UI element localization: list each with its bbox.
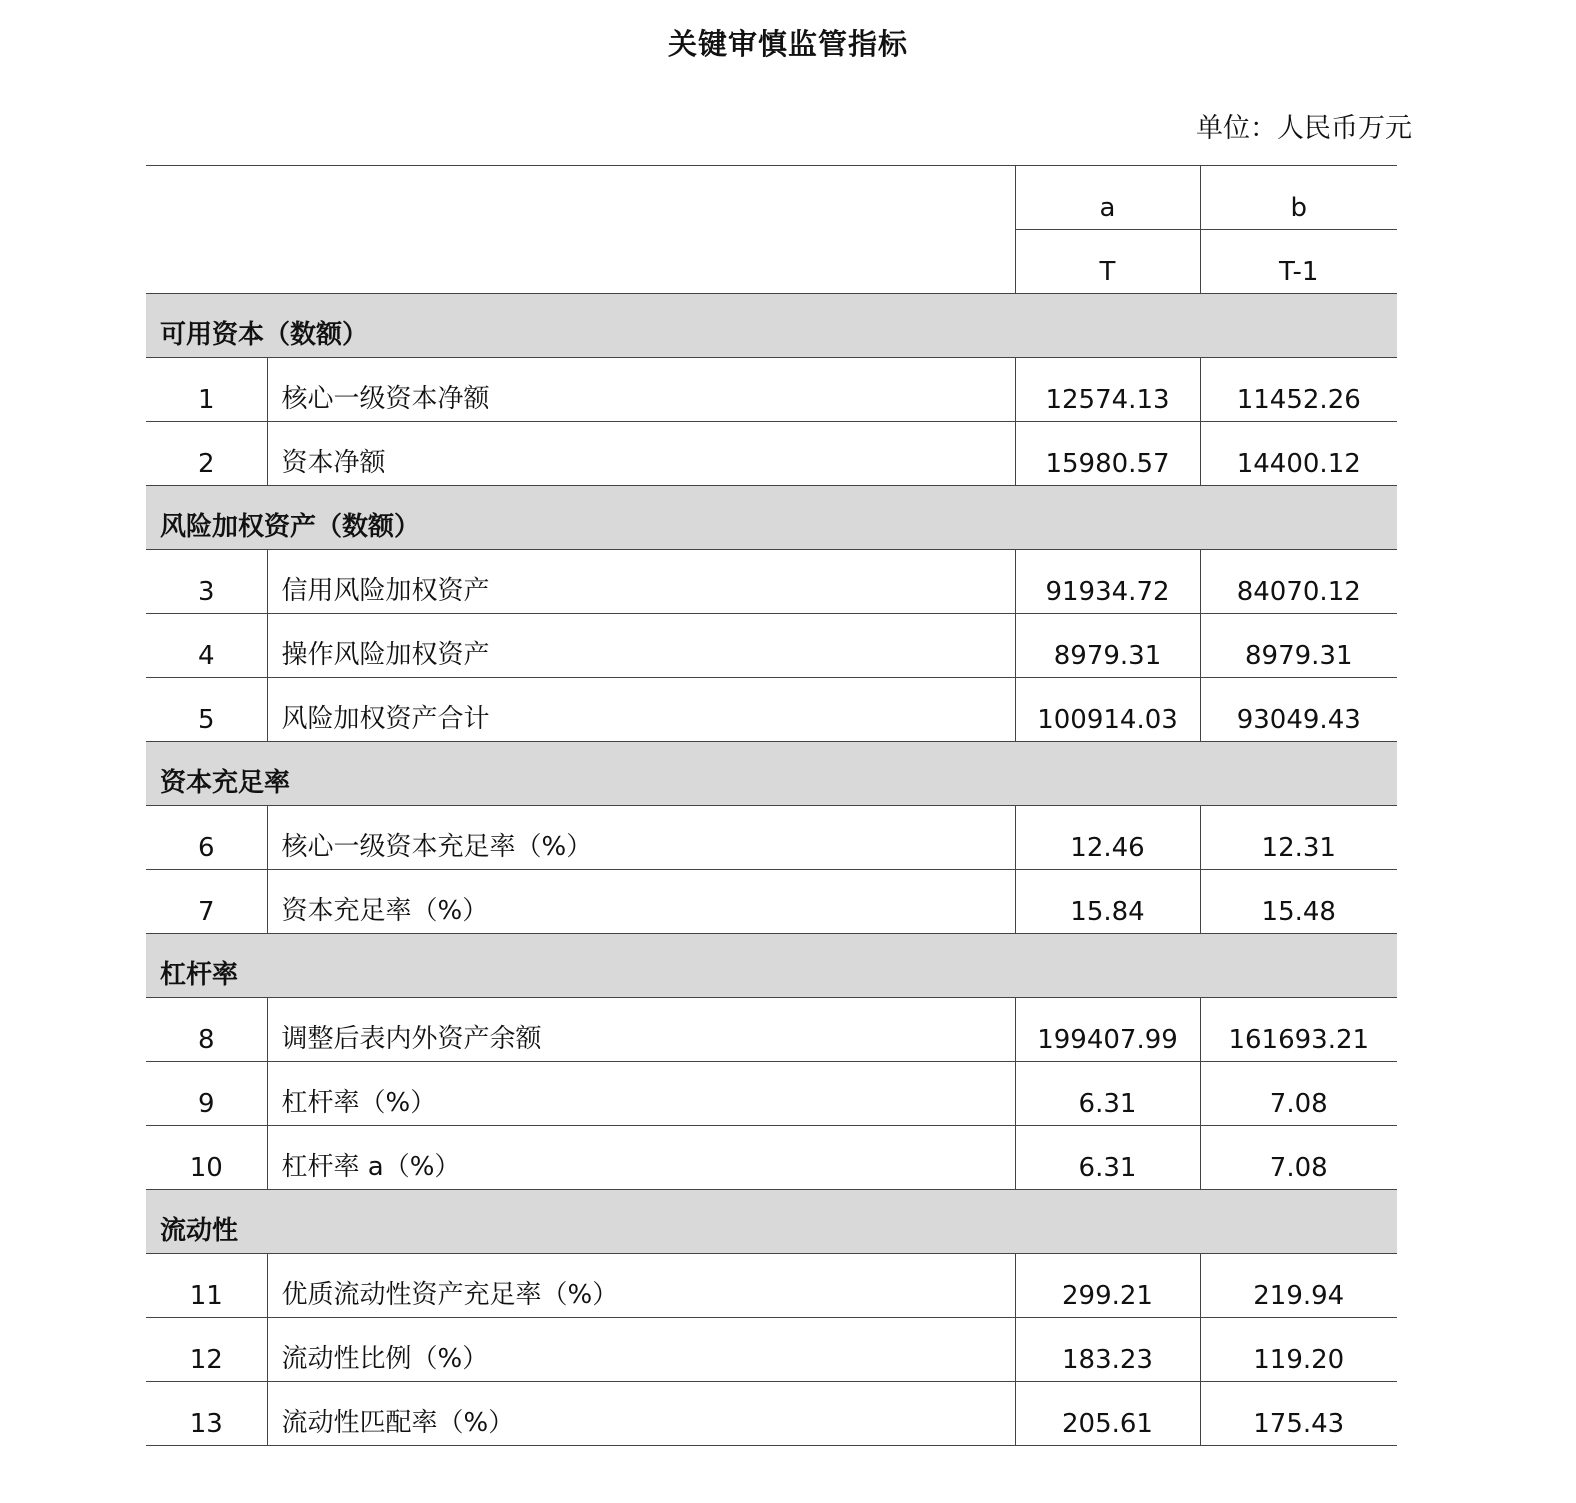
- value-t-minus-1: 84070.12: [1200, 550, 1397, 614]
- section-row: [146, 934, 1397, 998]
- row-number: 8: [146, 998, 267, 1062]
- row-number: 7: [146, 870, 267, 934]
- row-label: 信用风险加权资产: [267, 550, 1015, 614]
- table-row: [146, 358, 1397, 422]
- header-row-letters: [146, 166, 1397, 230]
- row-number: 1: [146, 358, 267, 422]
- section-title: 可用资本（数额）: [146, 294, 1397, 358]
- table-row: [146, 1382, 1397, 1446]
- value-t: 6.31: [1015, 1062, 1200, 1126]
- section-title: 流动性: [146, 1190, 1397, 1254]
- value-t-minus-1: 161693.21: [1200, 998, 1397, 1062]
- value-t: 12574.13: [1015, 358, 1200, 422]
- column-b-period: T-1: [1200, 230, 1397, 294]
- header-blank-cell: [146, 166, 1015, 294]
- table-row: [146, 614, 1397, 678]
- value-t-minus-1: 219.94: [1200, 1254, 1397, 1318]
- table-row: [146, 422, 1397, 486]
- value-t: 6.31: [1015, 1126, 1200, 1190]
- value-t: 183.23: [1015, 1318, 1200, 1382]
- value-t-minus-1: 8979.31: [1200, 614, 1397, 678]
- value-t: 199407.99: [1015, 998, 1200, 1062]
- row-number: 9: [146, 1062, 267, 1126]
- value-t-minus-1: 7.08: [1200, 1126, 1397, 1190]
- table-row: [146, 870, 1397, 934]
- value-t: 15.84: [1015, 870, 1200, 934]
- row-label: 流动性匹配率（%）: [267, 1382, 1015, 1446]
- column-a-letter: a: [1015, 166, 1200, 230]
- row-number: 11: [146, 1254, 267, 1318]
- row-label: 风险加权资产合计: [267, 678, 1015, 742]
- section-row: [146, 742, 1397, 806]
- table-row: [146, 1126, 1397, 1190]
- section-row: [146, 1190, 1397, 1254]
- unit-label: 单位：人民币万元: [1196, 113, 1412, 144]
- page-title: 关键审慎监管指标: [667, 27, 908, 61]
- value-t-minus-1: 11452.26: [1200, 358, 1397, 422]
- row-number: 3: [146, 550, 267, 614]
- row-label: 资本充足率（%）: [267, 870, 1015, 934]
- value-t: 91934.72: [1015, 550, 1200, 614]
- value-t-minus-1: 93049.43: [1200, 678, 1397, 742]
- value-t-minus-1: 15.48: [1200, 870, 1397, 934]
- value-t-minus-1: 175.43: [1200, 1382, 1397, 1446]
- row-label: 核心一级资本充足率（%）: [267, 806, 1015, 870]
- row-number: 6: [146, 806, 267, 870]
- row-label: 杠杆率 a（%）: [267, 1126, 1015, 1190]
- section-row: [146, 486, 1397, 550]
- section-title: 杠杆率: [146, 934, 1397, 998]
- value-t: 12.46: [1015, 806, 1200, 870]
- row-number: 12: [146, 1318, 267, 1382]
- table-row: [146, 806, 1397, 870]
- row-number: 4: [146, 614, 267, 678]
- row-number: 5: [146, 678, 267, 742]
- section-title: 资本充足率: [146, 742, 1397, 806]
- table-row: [146, 678, 1397, 742]
- value-t: 15980.57: [1015, 422, 1200, 486]
- column-b-letter: b: [1200, 166, 1397, 230]
- section-row: [146, 294, 1397, 358]
- row-label: 调整后表内外资产余额: [267, 998, 1015, 1062]
- row-label: 杠杆率（%）: [267, 1062, 1015, 1126]
- value-t: 205.61: [1015, 1382, 1200, 1446]
- table-row: [146, 1254, 1397, 1318]
- row-number: 10: [146, 1126, 267, 1190]
- row-label: 流动性比例（%）: [267, 1318, 1015, 1382]
- row-label: 优质流动性资产充足率（%）: [267, 1254, 1015, 1318]
- prudential-metrics-table: [146, 165, 1397, 1446]
- table-row: [146, 1062, 1397, 1126]
- value-t-minus-1: 119.20: [1200, 1318, 1397, 1382]
- row-number: 13: [146, 1382, 267, 1446]
- row-label: 资本净额: [267, 422, 1015, 486]
- table-row: [146, 550, 1397, 614]
- row-label: 操作风险加权资产: [267, 614, 1015, 678]
- row-number: 2: [146, 422, 267, 486]
- value-t: 100914.03: [1015, 678, 1200, 742]
- value-t-minus-1: 7.08: [1200, 1062, 1397, 1126]
- row-label: 核心一级资本净额: [267, 358, 1015, 422]
- value-t-minus-1: 12.31: [1200, 806, 1397, 870]
- value-t-minus-1: 14400.12: [1200, 422, 1397, 486]
- section-title: 风险加权资产（数额）: [146, 486, 1397, 550]
- value-t: 299.21: [1015, 1254, 1200, 1318]
- value-t: 8979.31: [1015, 614, 1200, 678]
- table-row: [146, 1318, 1397, 1382]
- column-a-period: T: [1015, 230, 1200, 294]
- table-row: [146, 998, 1397, 1062]
